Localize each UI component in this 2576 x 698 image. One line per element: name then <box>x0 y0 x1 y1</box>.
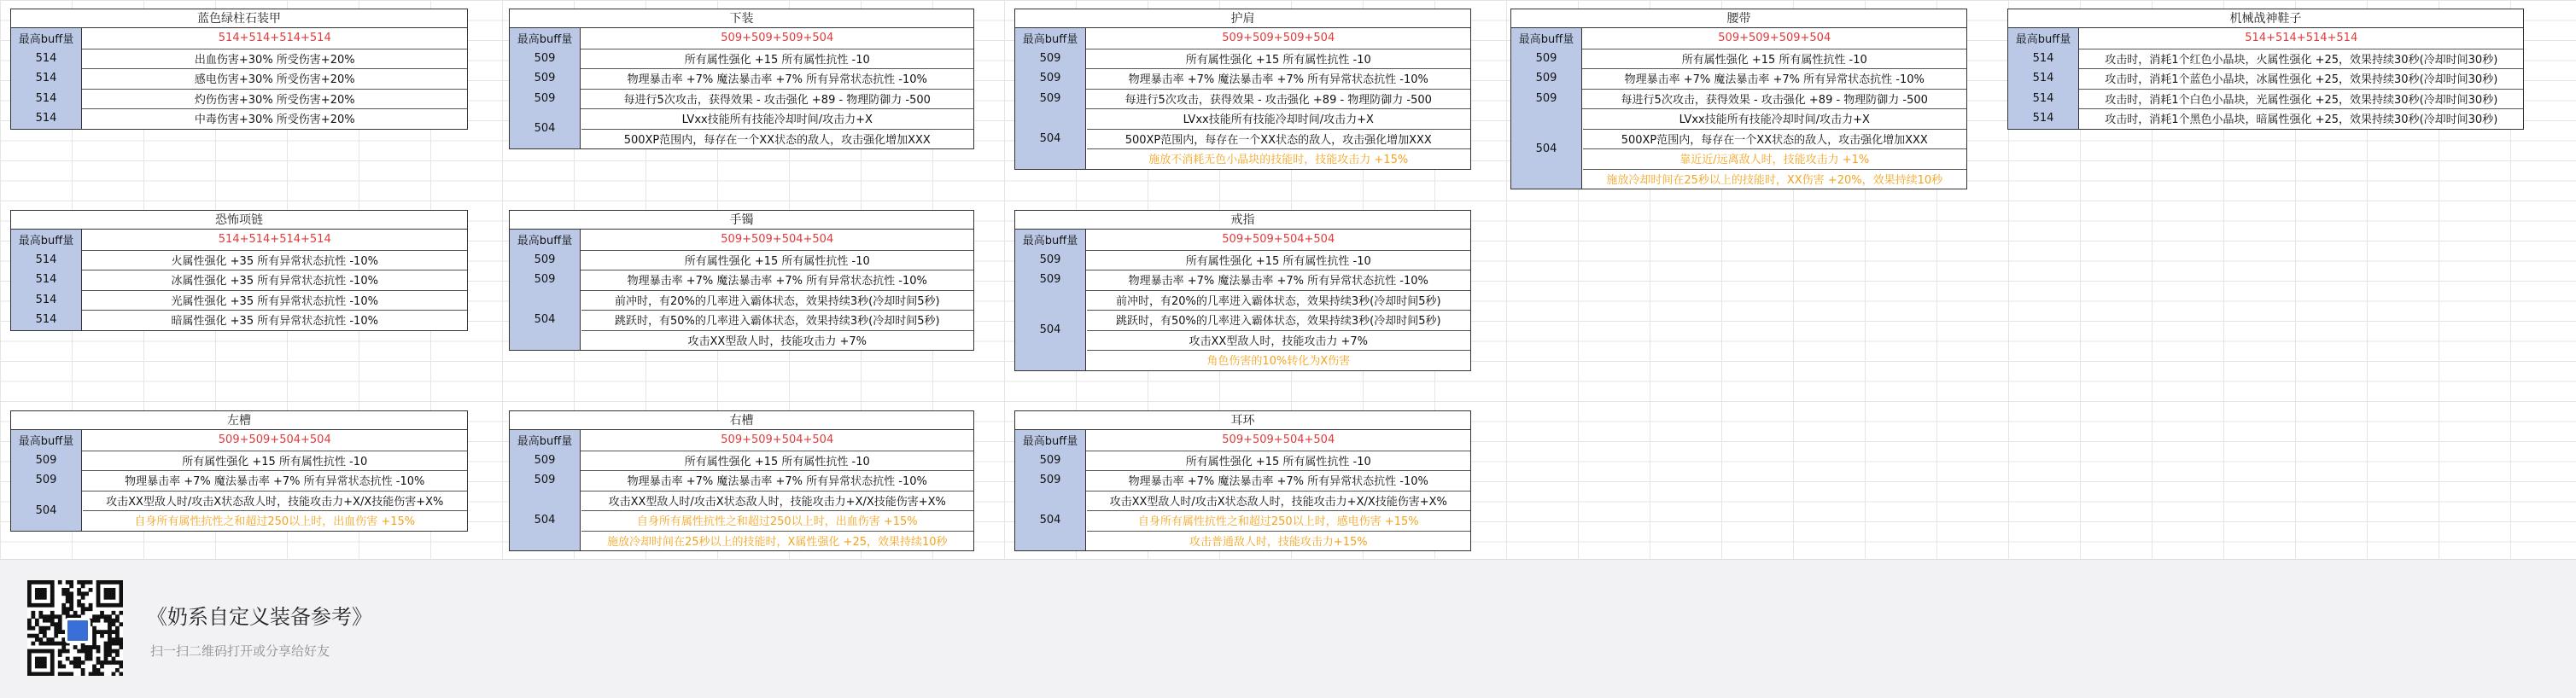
buff-value: 504 <box>1015 491 1086 551</box>
effect-text: 物理暴击率 +7% 魔法暴击率 +7% 所有异常状态抗性 -10% <box>627 73 927 87</box>
effect-text: 物理暴击率 +7% 魔法暴击率 +7% 所有异常状态抗性 -10% <box>1624 73 1925 87</box>
table-row <box>1015 68 1470 89</box>
effect-text: 攻击时，消耗1个白色小晶块，光属性强化 +25，效果持续30秒(冷却时间30秒) <box>2105 93 2498 107</box>
table-row <box>1015 290 1470 370</box>
effect-text: 物理暴击率 +7% 魔法暴击率 +7% 所有异常状态抗性 -10% <box>1128 275 1428 288</box>
effect-text: 每进行5次攻击，获得效果 - 攻击强化 +89 - 物理防御力 -500 <box>1621 93 1928 107</box>
effect-text: 感电伤害+30% 所受伤害+20% <box>194 73 355 87</box>
buff-value: 509 <box>11 451 82 471</box>
buff-value: 514 <box>11 250 82 270</box>
effect-text: 每进行5次攻击，获得效果 - 攻击强化 +89 - 物理防御力 -500 <box>623 93 931 107</box>
table-row <box>510 290 973 351</box>
buff-value: 509 <box>510 49 581 69</box>
share-footer <box>0 559 2576 698</box>
table-row <box>2008 49 2523 69</box>
max-buff-label: 最高buff量 <box>1015 430 1086 451</box>
table-row <box>1511 89 1966 109</box>
block-title: 下装 <box>509 9 974 28</box>
block-table <box>509 27 974 149</box>
max-buff-label: 最高buff量 <box>11 430 82 451</box>
sub-row-divider <box>581 510 974 511</box>
effect-text: 攻击XX型敌人时，技能攻击力 +7% <box>1189 334 1368 348</box>
sub-row-divider <box>581 129 974 130</box>
max-buff-label: 最高buff量 <box>1015 230 1086 250</box>
share-hint: 扫一扫二维码打开或分享给好友 <box>150 643 330 659</box>
effect-text: 500XP范围内，每存在一个XX状态的敌人，攻击强化增加XXX <box>1124 133 1432 147</box>
table-row <box>11 491 467 531</box>
effect-text: 物理暴击率 +7% 魔法暴击率 +7% 所有异常状态抗性 -10% <box>1128 73 1428 87</box>
block-table <box>1014 229 1471 371</box>
table-row <box>1015 491 1470 551</box>
effect-text: 每进行5次攻击，获得效果 - 攻击强化 +89 - 物理防御力 -500 <box>1124 93 1432 107</box>
buff-total: 514+514+514+514 <box>2245 32 2358 45</box>
table-row <box>1015 470 1470 491</box>
effect-text: 前冲时，有20%的几率进入霸体状态，效果持续3秒(冷却时间5秒) <box>614 294 940 308</box>
effect-text: 施放冷却时间在25秒以上的技能时，XX伤害 +20%，效果持续10秒 <box>1606 173 1943 187</box>
buff-total: 509+509+504+504 <box>1222 233 1335 247</box>
buff-value: 509 <box>510 250 581 270</box>
table-row <box>1015 250 1470 270</box>
buff-value: 504 <box>510 108 581 148</box>
max-buff-label: 最高buff量 <box>1511 28 1582 49</box>
table-row <box>11 470 467 491</box>
buff-total: 509+509+509+504 <box>1222 32 1335 45</box>
buff-value: 514 <box>11 89 82 109</box>
effect-text: 冰属性强化 +35 所有异常状态抗性 -10% <box>171 275 378 288</box>
buff-value: 504 <box>11 491 82 531</box>
sub-row-divider <box>581 310 974 311</box>
buff-total: 509+509+504+504 <box>218 433 331 447</box>
buff-value: 509 <box>510 89 581 109</box>
max-buff-label: 最高buff量 <box>510 430 581 451</box>
buff-total: 509+509+504+504 <box>721 433 834 447</box>
effect-text: 攻击XX型敌人时，技能攻击力 +7% <box>687 334 867 348</box>
effect-text: 500XP范围内，每存在一个XX状态的敌人，攻击强化增加XXX <box>623 133 931 147</box>
table-row <box>1015 451 1470 471</box>
sub-row-divider <box>1583 148 1967 149</box>
block-table <box>1014 429 1471 551</box>
table-row <box>1015 270 1470 290</box>
effect-text: 500XP范围内，每存在一个XX状态的敌人，攻击强化增加XXX <box>1621 133 1928 147</box>
block-title: 腰带 <box>1510 9 1967 28</box>
table-row <box>1015 108 1470 169</box>
block-title: 耳环 <box>1014 410 1471 430</box>
header-row <box>2008 28 2523 49</box>
block-table <box>509 429 974 551</box>
table-row <box>11 49 467 69</box>
table-row <box>11 68 467 89</box>
effect-text: 物理暴击率 +7% 魔法暴击率 +7% 所有异常状态抗性 -10% <box>627 475 927 489</box>
effect-text: 中毒伤害+30% 所受伤害+20% <box>194 113 355 127</box>
effect-text: 所有属性强化 +15 所有属性抗性 -10 <box>1185 254 1371 268</box>
buff-value: 514 <box>2008 49 2079 69</box>
buff-value: 514 <box>11 290 82 311</box>
sub-row-divider <box>1087 531 1471 532</box>
block-table <box>2007 27 2524 130</box>
block-title: 戒指 <box>1014 210 1471 230</box>
table-row <box>1015 89 1470 109</box>
block-title: 蓝色绿柱石装甲 <box>10 9 468 28</box>
buff-value: 504 <box>1015 108 1086 169</box>
effect-text: 所有属性强化 +15 所有属性抗性 -10 <box>684 254 870 268</box>
table-row <box>510 470 973 491</box>
buff-value: 509 <box>1015 68 1086 89</box>
table-row <box>1015 49 1470 69</box>
buff-value: 509 <box>510 451 581 471</box>
effect-text: 攻击XX型敌人时/攻击X状态敌人时，技能攻击力+X/X技能伤害+X% <box>1109 495 1447 509</box>
header-row <box>1015 230 1470 250</box>
table-row <box>510 49 973 69</box>
effect-text: 跳跃时，有50%的几率进入霸体状态，效果持续3秒(冷却时间5秒) <box>1115 315 1441 329</box>
sub-row-divider <box>1087 510 1471 511</box>
max-buff-label: 最高buff量 <box>1015 28 1086 49</box>
block-table <box>10 229 468 331</box>
buff-value: 509 <box>1015 89 1086 109</box>
effect-text: 攻击时，消耗1个黑色小晶块，暗属性强化 +25，效果持续30秒(冷却时间30秒) <box>2105 113 2498 127</box>
table-row <box>11 290 467 311</box>
buff-value: 509 <box>1511 68 1582 89</box>
buff-value: 509 <box>1015 270 1086 290</box>
effect-text: 所有属性强化 +15 所有属性抗性 -10 <box>684 455 870 468</box>
sub-row-divider <box>581 531 974 532</box>
header-row <box>510 28 973 49</box>
table-row <box>1511 108 1966 189</box>
effect-text: 前冲时，有20%的几率进入霸体状态，效果持续3秒(冷却时间5秒) <box>1115 294 1441 308</box>
effect-text: 物理暴击率 +7% 魔法暴击率 +7% 所有异常状态抗性 -10% <box>125 475 425 489</box>
block-title: 恐怖项链 <box>10 210 468 230</box>
table-row <box>510 68 973 89</box>
max-buff-label: 最高buff量 <box>510 28 581 49</box>
buff-value: 514 <box>2008 89 2079 109</box>
buff-value: 504 <box>1511 108 1582 189</box>
effect-text: 自身所有属性抗性之和超过250以上时，出血伤害 +15% <box>134 515 416 529</box>
effect-text: 自身所有属性抗性之和超过250以上时，出血伤害 +15% <box>636 515 918 529</box>
effect-text: 攻击时，消耗1个蓝色小晶块，冰属性强化 +25，效果持续30秒(冷却时间30秒) <box>2105 73 2498 87</box>
buff-value: 514 <box>2008 68 2079 89</box>
effect-text: 所有属性强化 +15 所有属性抗性 -10 <box>182 455 368 468</box>
qr-logo-icon <box>65 618 91 643</box>
table-row <box>2008 68 2523 89</box>
buff-value: 509 <box>11 470 82 491</box>
sub-row-divider <box>1087 129 1471 130</box>
buff-value: 509 <box>1511 49 1582 69</box>
sub-row-divider <box>1087 148 1471 149</box>
header-row <box>510 430 973 451</box>
table-row <box>11 89 467 109</box>
effect-text: 攻击XX型敌人时/攻击X状态敌人时，技能攻击力+X/X技能伤害+X% <box>106 495 444 509</box>
header-row <box>1511 28 1966 49</box>
effect-text: LVxx技能所有技能冷却时间/攻击力+X <box>1183 113 1374 127</box>
effect-text: 角色伤害的10%转化为X伤害 <box>1206 355 1351 369</box>
table-row <box>11 270 467 290</box>
effect-text: 施放不消耗无色小晶块的技能时，技能攻击力 +15% <box>1148 154 1409 167</box>
buff-value: 514 <box>11 49 82 69</box>
header-row <box>510 230 973 250</box>
effect-text: 所有属性强化 +15 所有属性抗性 -10 <box>1681 53 1867 67</box>
block-table <box>10 27 468 130</box>
max-buff-label: 最高buff量 <box>2008 28 2079 49</box>
effect-text: 施放冷却时间在25秒以上的技能时，X属性强化 +25，效果持续10秒 <box>606 535 948 549</box>
max-buff-label: 最高buff量 <box>510 230 581 250</box>
header-row <box>1015 28 1470 49</box>
effect-text: 所有属性强化 +15 所有属性抗性 -10 <box>1185 455 1371 468</box>
table-row <box>11 108 467 129</box>
table-row <box>2008 108 2523 129</box>
effect-text: 火属性强化 +35 所有异常状态抗性 -10% <box>171 254 378 268</box>
table-row <box>510 270 973 290</box>
buff-total: 514+514+514+514 <box>218 32 331 45</box>
buff-value: 509 <box>1015 250 1086 270</box>
block-table <box>1510 27 1967 189</box>
effect-text: 暗属性强化 +35 所有异常状态抗性 -10% <box>171 315 378 329</box>
header-row <box>11 230 467 250</box>
sub-row-divider <box>1583 169 1967 170</box>
buff-value: 509 <box>510 270 581 290</box>
effect-text: 攻击普通敌人时，技能攻击力+15% <box>1189 535 1368 549</box>
buff-total: 509+509+509+504 <box>721 32 834 45</box>
effect-text: 自身所有属性抗性之和超过250以上时，感电伤害 +15% <box>1137 515 1419 529</box>
effect-text: 所有属性强化 +15 所有属性抗性 -10 <box>684 53 870 67</box>
block-title: 机械战神鞋子 <box>2007 9 2524 28</box>
table-row <box>11 310 467 330</box>
table-row <box>2008 89 2523 109</box>
buff-value: 509 <box>510 68 581 89</box>
buff-value: 509 <box>1015 451 1086 471</box>
effect-text: 跳跃时，有50%的几率进入霸体状态，效果持续3秒(冷却时间5秒) <box>614 315 940 329</box>
effect-text: 物理暴击率 +7% 魔法暴击率 +7% 所有异常状态抗性 -10% <box>1128 475 1428 489</box>
sub-row-divider <box>83 510 468 511</box>
buff-value: 514 <box>11 270 82 290</box>
buff-value: 504 <box>1015 290 1086 370</box>
qr-code-icon[interactable] <box>27 580 123 676</box>
buff-value: 509 <box>510 470 581 491</box>
buff-total: 514+514+514+514 <box>218 233 331 247</box>
block-table <box>1014 27 1471 170</box>
effect-text: LVxx技能所有技能冷却时间/攻击力+X <box>1679 113 1870 127</box>
header-row <box>11 28 467 49</box>
block-table <box>509 229 974 351</box>
block-title: 手镯 <box>509 210 974 230</box>
table-row <box>510 108 973 148</box>
table-row <box>510 491 973 551</box>
effect-text: LVxx技能所有技能冷却时间/攻击力+X <box>681 113 873 127</box>
buff-total: 509+509+504+504 <box>1222 433 1335 447</box>
buff-total: 509+509+504+504 <box>721 233 834 247</box>
block-title: 左槽 <box>10 410 468 430</box>
buff-value: 504 <box>510 290 581 351</box>
header-row <box>1015 430 1470 451</box>
header-row <box>11 430 467 451</box>
effect-text: 灼伤伤害+30% 所受伤害+20% <box>194 93 355 107</box>
buff-value: 514 <box>11 68 82 89</box>
table-row <box>11 451 467 471</box>
sub-row-divider <box>1583 129 1967 130</box>
sub-row-divider <box>1087 350 1471 351</box>
sub-row-divider <box>1087 310 1471 311</box>
buff-total: 509+509+509+504 <box>1718 32 1831 45</box>
max-buff-label: 最高buff量 <box>11 28 82 49</box>
block-title: 右槽 <box>509 410 974 430</box>
table-row <box>1511 68 1966 89</box>
buff-value: 514 <box>11 108 82 129</box>
effect-text: 所有属性强化 +15 所有属性抗性 -10 <box>1185 53 1371 67</box>
buff-value: 514 <box>11 310 82 330</box>
max-buff-label: 最高buff量 <box>11 230 82 250</box>
buff-value: 514 <box>2008 108 2079 129</box>
buff-value: 509 <box>1015 49 1086 69</box>
block-table <box>10 429 468 532</box>
document-title: 《奶系自定义装备参考》 <box>147 605 372 629</box>
table-row <box>1511 49 1966 69</box>
table-row <box>11 250 467 270</box>
buff-value: 509 <box>1015 470 1086 491</box>
effect-text: 攻击时，消耗1个红色小晶块，火属性强化 +25，效果持续30秒(冷却时间30秒) <box>2105 53 2498 67</box>
sub-row-divider <box>1087 330 1471 331</box>
buff-value: 504 <box>510 491 581 551</box>
sub-row-divider <box>581 330 974 331</box>
table-row <box>510 451 973 471</box>
table-row <box>510 89 973 109</box>
block-title: 护肩 <box>1014 9 1471 28</box>
table-row <box>510 250 973 270</box>
effect-text: 攻击XX型敌人时/攻击X状态敌人时，技能攻击力+X/X技能伤害+X% <box>608 495 946 509</box>
buff-value: 509 <box>1511 89 1582 109</box>
effect-text: 光属性强化 +35 所有异常状态抗性 -10% <box>171 294 378 308</box>
effect-text: 出血伤害+30% 所受伤害+20% <box>194 53 355 67</box>
effect-text: 物理暴击率 +7% 魔法暴击率 +7% 所有异常状态抗性 -10% <box>627 275 927 288</box>
effect-text: 靠近近/远离敌人时，技能攻击力 +1% <box>1679 154 1870 167</box>
